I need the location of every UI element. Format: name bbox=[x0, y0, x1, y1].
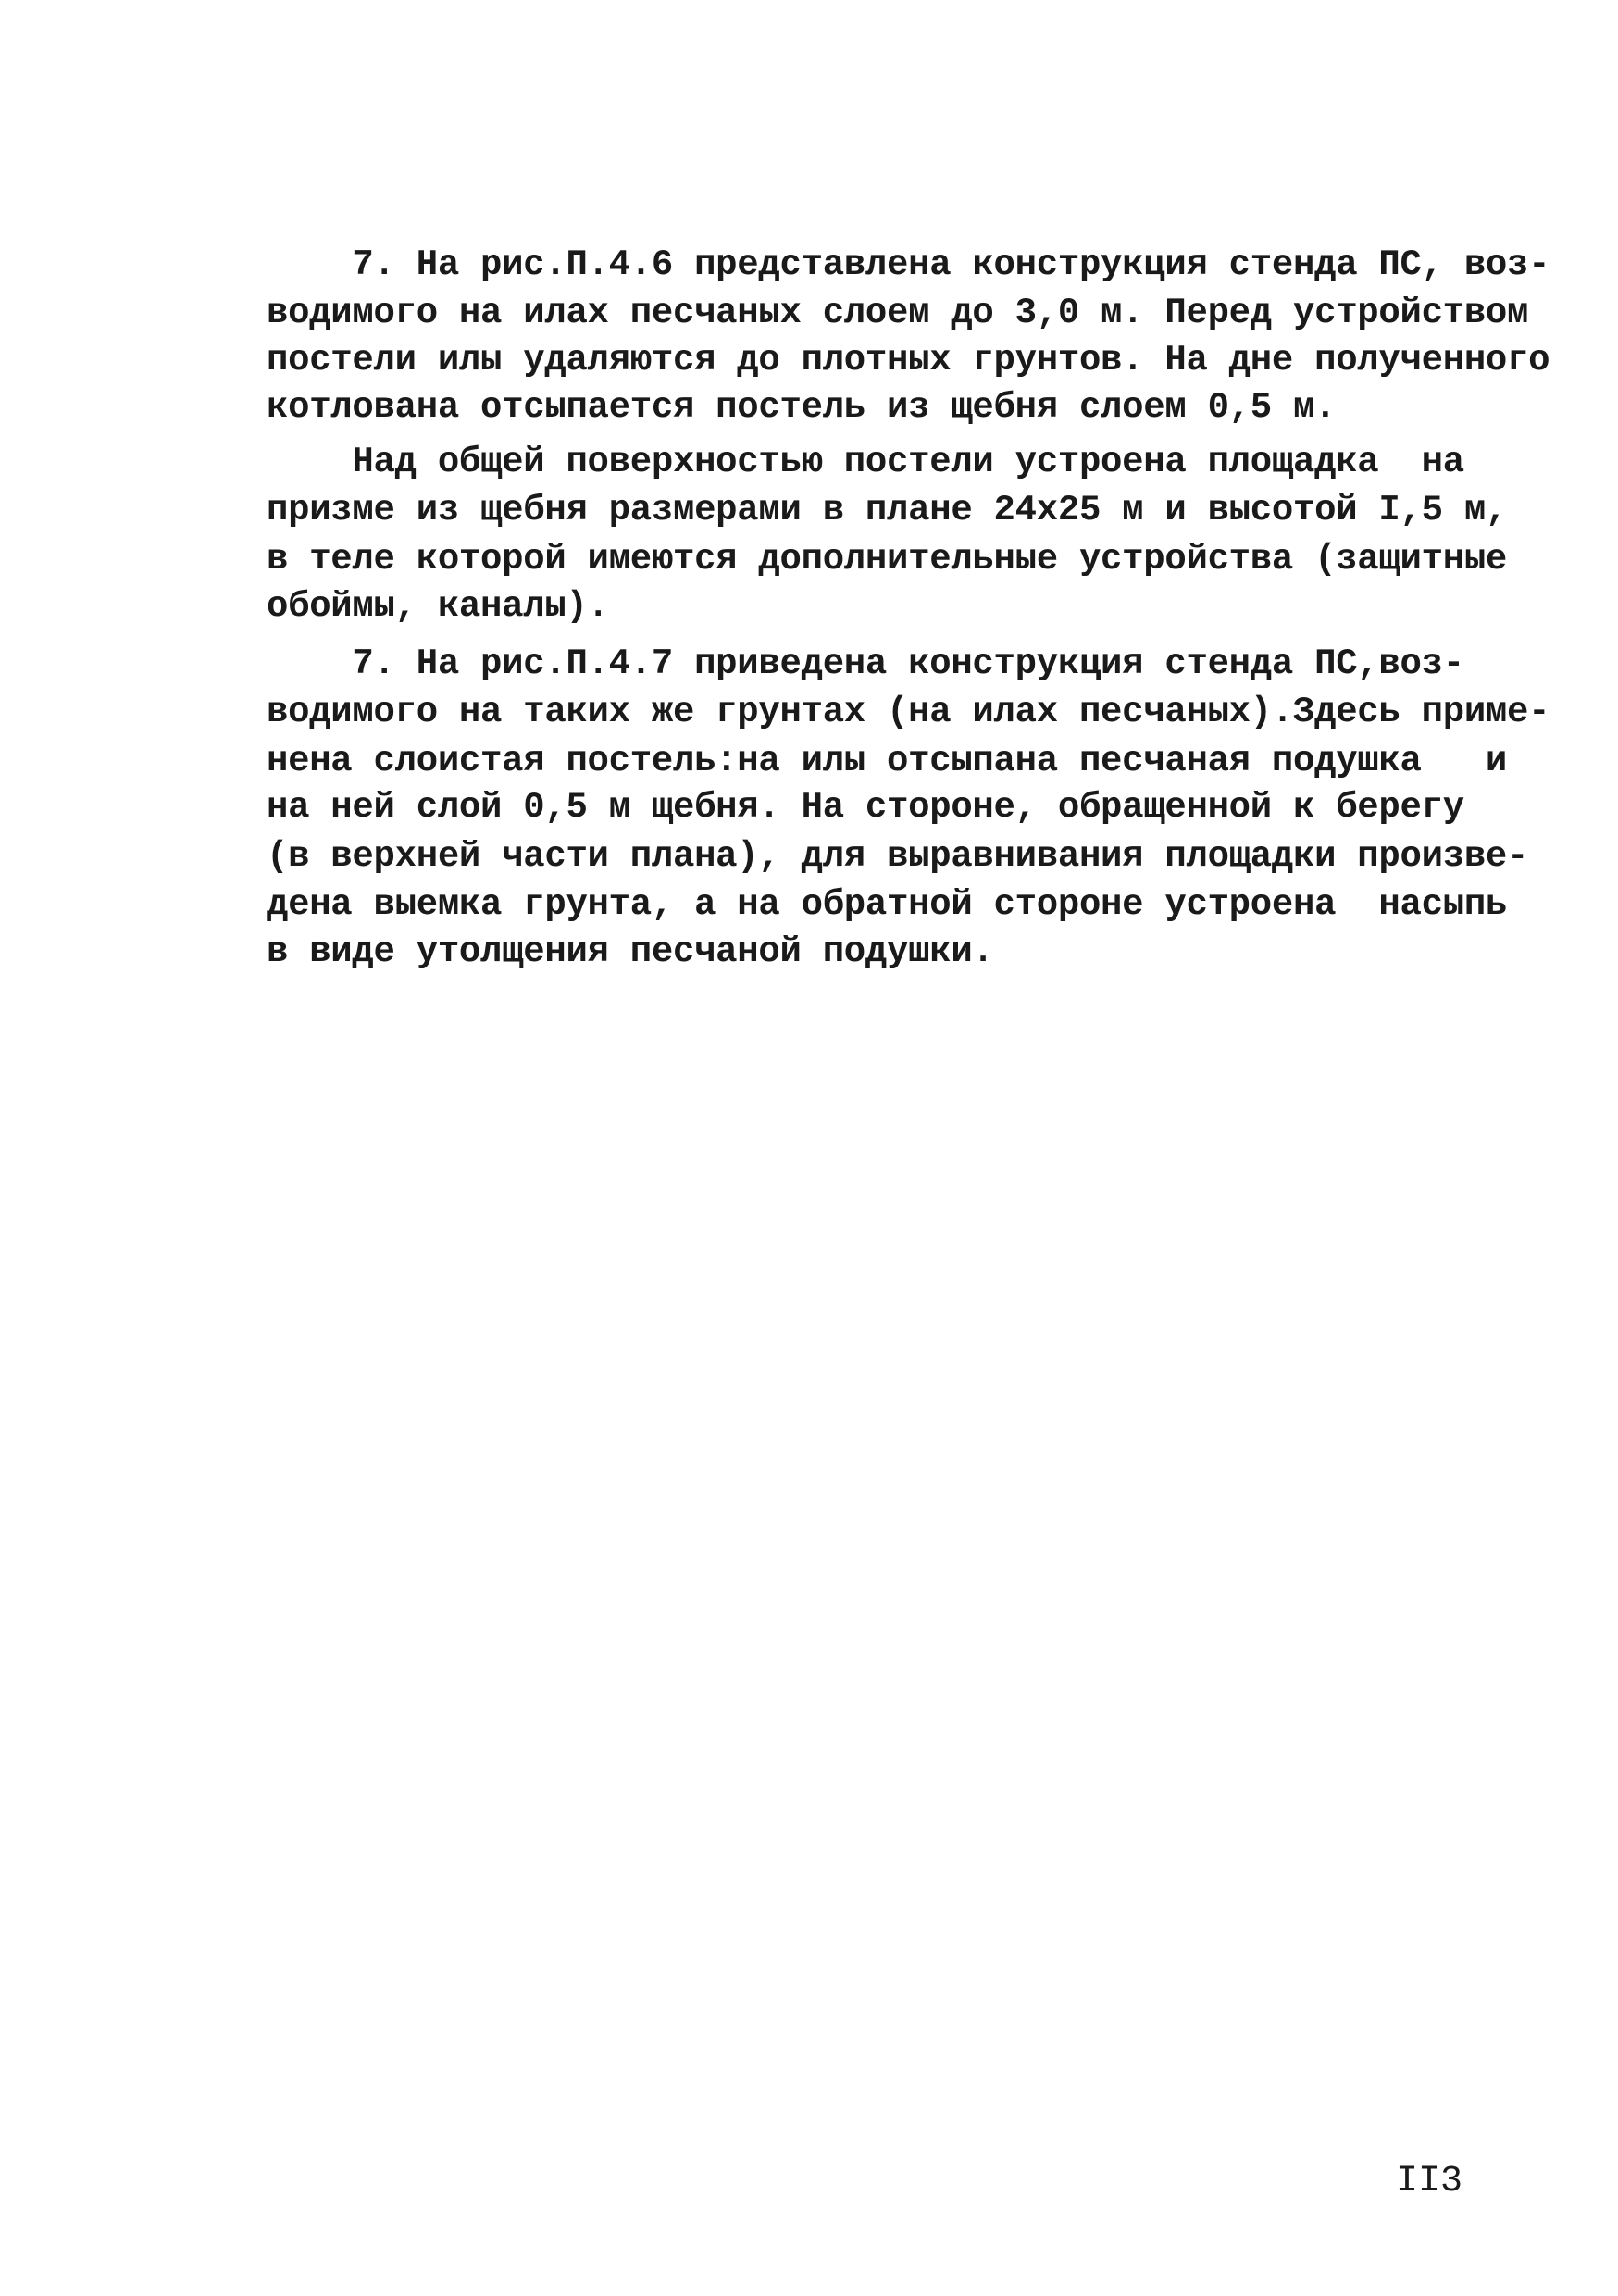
text-line: 7. На рис.П.4.6 представлена конструкция стенда ПС, воз- bbox=[267, 244, 1550, 285]
text-line: водимого на таких же грунтах (на илах песчаных).Здесь приме- bbox=[267, 692, 1550, 732]
text-line: призме из щебня размерами в плане 24х25 м и высотой I,5 м, bbox=[267, 490, 1508, 530]
text-line: (в верхней части плана), для выравнивания площадки произве- bbox=[267, 836, 1529, 877]
text-line: водимого на илах песчаных слоем до 3,0 м. Перед устройством bbox=[267, 293, 1529, 333]
text-line: котлована отсыпается постель из щебня слоем 0,5 м. bbox=[267, 387, 1337, 428]
text-line: 7. На рис.П.4.7 приведена конструкция стенда ПС,воз- bbox=[267, 643, 1464, 684]
text-line: Над общей поверхностью постели устроена площадка на bbox=[267, 442, 1464, 482]
text-line: дена выемка грунта, а на обратной стороне устроена насыпь bbox=[267, 884, 1508, 925]
text-line: обоймы, каналы). bbox=[267, 586, 609, 627]
text-line: в теле которой имеются дополнительные устройства (защитные bbox=[267, 539, 1508, 580]
text-line: в виде утолщения песчаной подушки. bbox=[267, 931, 994, 972]
page-number: II3 bbox=[1396, 2161, 1463, 2202]
text-line: постели илы удаляются до плотных грунтов. На дне полученного bbox=[267, 340, 1550, 381]
text-line: на ней слой 0,5 м щебня. На стороне, обращенной к берегу bbox=[267, 787, 1464, 828]
text-line: нена слоистая постель:на илы отсыпана песчаная подушка и bbox=[267, 741, 1508, 781]
